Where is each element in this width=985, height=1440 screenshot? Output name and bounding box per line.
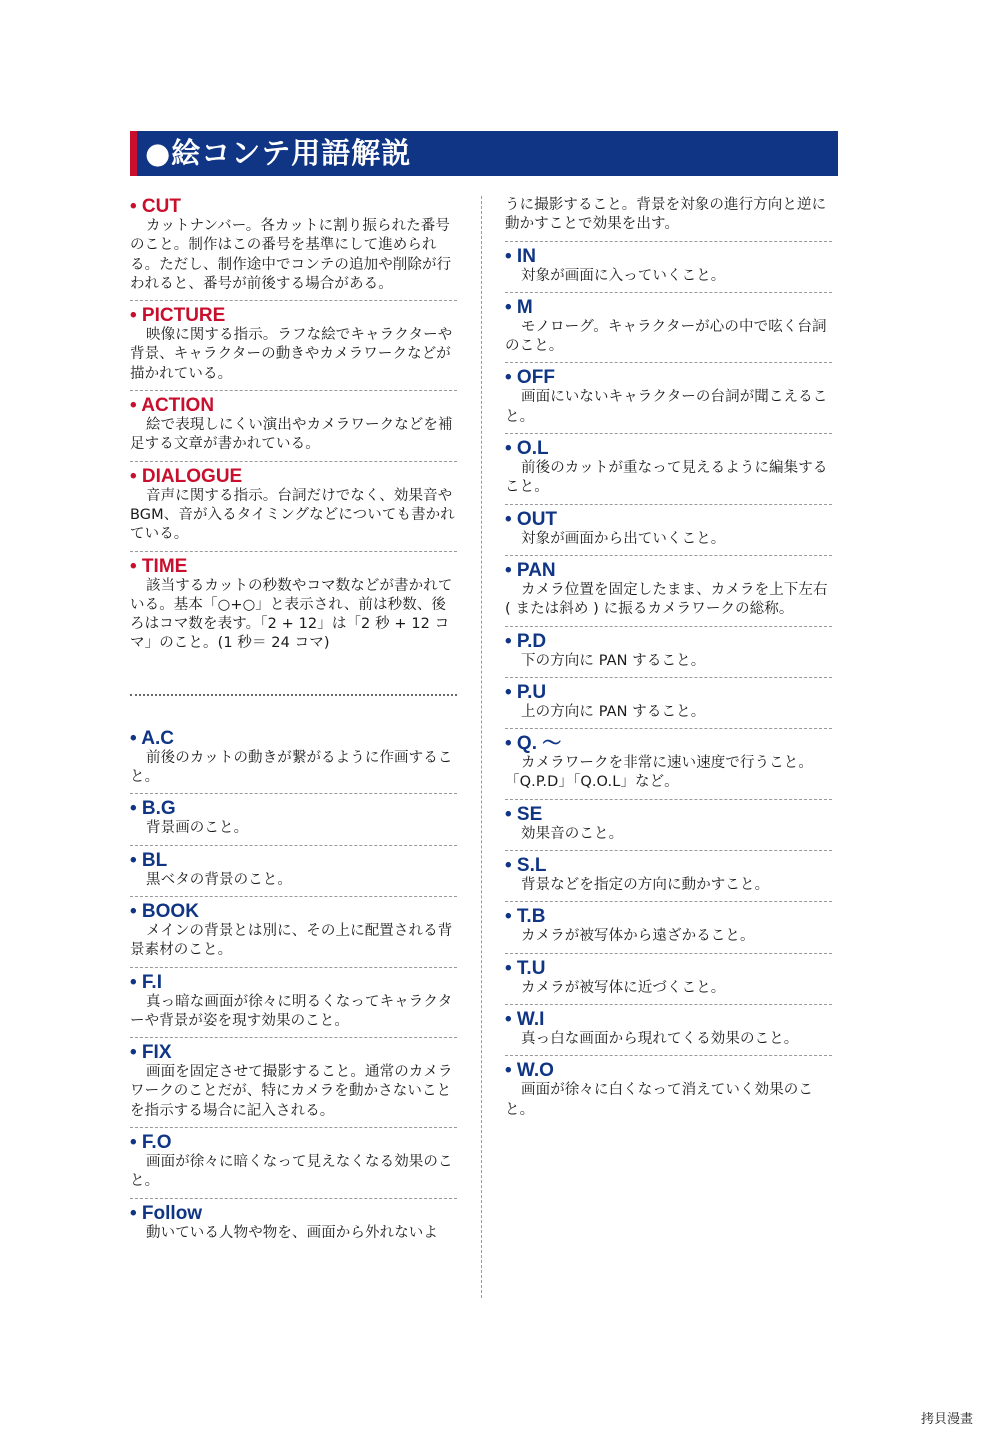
entry-description: 映像に関する指示。ラフな絵でキャラクターや背景、キャラクターの動きやカメラワークなどが描かれている。 (130, 327, 453, 382)
watermark: 拷貝漫畫 (920, 1412, 973, 1427)
entry-term: • T.U (505, 957, 546, 979)
glossary-entry-s-l (505, 851, 832, 902)
entry-description: 前後のカットの動きが繋がるように作画すること。 (130, 749, 453, 786)
entry-description: 画面が徐々に暗くなって見えなくなる効果のこと。 (130, 1154, 453, 1190)
glossary-entry-t-u (505, 954, 832, 1005)
entry-term: • S.L (505, 855, 547, 877)
glossary-entry-f-o (130, 1128, 457, 1199)
entry-description: カメラワークを非常に速い速度で行うこと。「Q.P.D」「Q.O.L」など。 (505, 755, 813, 791)
entry-term: • P.D (505, 630, 547, 652)
glossary-entry-q (505, 729, 832, 800)
glossary-entry-w-o (505, 1056, 832, 1126)
glossary-entry-pan (505, 556, 832, 627)
glossary-entry-continuation (505, 196, 832, 242)
glossary-entry-book (130, 897, 457, 968)
column-divider (481, 196, 482, 1298)
left-column (130, 196, 457, 1249)
glossary-entry-in (505, 242, 832, 293)
entry-description: 前後のカットが重なって見えるように編集すること。 (505, 460, 828, 496)
entry-term: • T.B (505, 906, 546, 928)
entry-term: • B.G (130, 798, 176, 820)
entry-term: • P.U (505, 681, 547, 703)
entry-description: 上の方向に PAN すること。 (521, 703, 706, 720)
glossary-entry-bl (130, 846, 457, 897)
glossary-entry-follow (130, 1199, 457, 1249)
entry-description: 真っ白な画面から現れてくる効果のこと。 (521, 1030, 799, 1047)
glossary-entry-w-i (505, 1005, 832, 1056)
entry-description: 真っ暗な画面が徐々に明るくなってキャラクターや背景が姿を現す効果のこと。 (130, 993, 453, 1029)
glossary-entry-fix (130, 1038, 457, 1128)
entry-term: • OFF (505, 367, 555, 389)
glossary-entry-f-i (130, 968, 457, 1039)
entry-term: • OUT (505, 508, 558, 530)
entry-term: • A.C (130, 727, 174, 749)
glossary-entry-t-b (505, 902, 832, 953)
entry-description: 対象が画面に入っていくこと。 (521, 267, 726, 284)
glossary-entry-off (505, 363, 832, 434)
glossary-entry-o-l (505, 434, 832, 505)
entry-term: • W.I (505, 1008, 545, 1030)
entry-term: • SE (505, 803, 543, 825)
entry-description: メインの背景とは別に、その上に配置される背景素材のこと。 (130, 922, 453, 959)
entry-description: カメラが被写体から遠ざかること。 (521, 928, 755, 945)
glossary-entry-time (130, 552, 457, 660)
glossary-entry-dialogue (130, 462, 457, 552)
entry-description: 画面を固定させて撮影すること。通常のカメラワークのことだが、特にカメラを動かさないことを指示する場合に記入される。 (130, 1064, 453, 1119)
entry-term: • F.O (130, 1132, 172, 1154)
section-divider (130, 694, 457, 696)
glossary-entry-action (130, 391, 457, 462)
entry-term: • Q. ～ (505, 733, 562, 755)
entry-term: • DIALOGUE (130, 465, 243, 487)
entry-description: 効果音のこと。 (521, 825, 624, 842)
entry-term: • CUT (130, 196, 181, 217)
glossary-entry-se (505, 800, 832, 851)
entry-term: • FIX (130, 1042, 172, 1064)
entry-term: • BL (130, 849, 168, 871)
storyboard-sections (130, 196, 457, 660)
entry-description: モノローグ。キャラクターが心の中で呟く台詞のこと。 (505, 318, 827, 355)
entry-term: • PAN (505, 559, 556, 581)
entry-description: 黒ベタの背景のこと。 (146, 871, 292, 888)
entry-term: • ACTION (130, 395, 215, 417)
entry-term: • O.L (505, 438, 549, 460)
entry-description: 下の方向に PAN すること。 (521, 652, 706, 669)
entry-description: 背景画のこと。 (146, 820, 249, 837)
entry-term: • PICTURE (130, 305, 226, 327)
glossary-entry-out (505, 505, 832, 556)
right-column (505, 196, 832, 1126)
glossary-entry-m (505, 293, 832, 364)
entry-term: • Follow (130, 1202, 203, 1224)
glossary-list-right (505, 242, 832, 1126)
glossary-entry-a-c (130, 724, 457, 795)
entry-description: 動いている人物や物を、画面から外れないよ (146, 1224, 438, 1241)
entry-description: 画面が徐々に白くなって消えていく効果のこと。 (505, 1082, 813, 1118)
glossary-entry-p-u (505, 678, 832, 729)
page-title: ●絵コンテ用語解説 (130, 131, 838, 176)
glossary-entry-b-g (130, 794, 457, 845)
entry-description: 該当するカットの秒数やコマ数などが書かれている。基本「○+○」と表示され、前は秒数、後ろはコマ数を表す。「2 + 12」は「2 秒 + 12 コマ」のこと。(1 秒＝ 24 コマ) (130, 577, 453, 652)
entry-description: 絵で表現しにくい演出やカメラワークなどを補足する文章が書かれている。 (130, 417, 453, 453)
entry-term: • IN (505, 245, 536, 267)
glossary-entry-cut (130, 196, 457, 301)
entry-description: 音声に関する指示。台詞だけでなく、効果音や BGM、音が入るタイミングなどについても書かれている。 (130, 487, 455, 543)
glossary-entry-p-d (505, 627, 832, 678)
entry-term: • BOOK (130, 900, 199, 922)
entry-term: • F.I (130, 971, 162, 993)
entry-description: 背景などを指定の方向に動かすこと。 (521, 877, 770, 894)
entry-description: 対象が画面から出ていくこと。 (521, 530, 726, 547)
entry-description: カットナンバー。各カットに割り振られた番号のこと。制作はこの番号を基準にして進められる。ただし、制作途中でコンテの追加や削除が行われると、番号が前後する場合がある。 (130, 218, 452, 292)
entry-description: うに撮影すること。背景を対象の進行方向と逆に動かすことで効果を出す。 (505, 197, 827, 233)
entry-term: • TIME (130, 555, 188, 577)
glossary-entry-picture (130, 301, 457, 391)
entry-term: • W.O (505, 1060, 554, 1082)
entry-description: 画面にいないキャラクターの台詞が聞こえること。 (505, 389, 828, 425)
entry-term: • M (505, 296, 533, 318)
entry-description: カメラが被写体に近づくこと。 (521, 979, 726, 996)
glossary-list-left (130, 724, 457, 1249)
entry-description: カメラ位置を固定したまま、カメラを上下左右 ( または斜め ) に振るカメラワークの総称。 (505, 581, 828, 618)
